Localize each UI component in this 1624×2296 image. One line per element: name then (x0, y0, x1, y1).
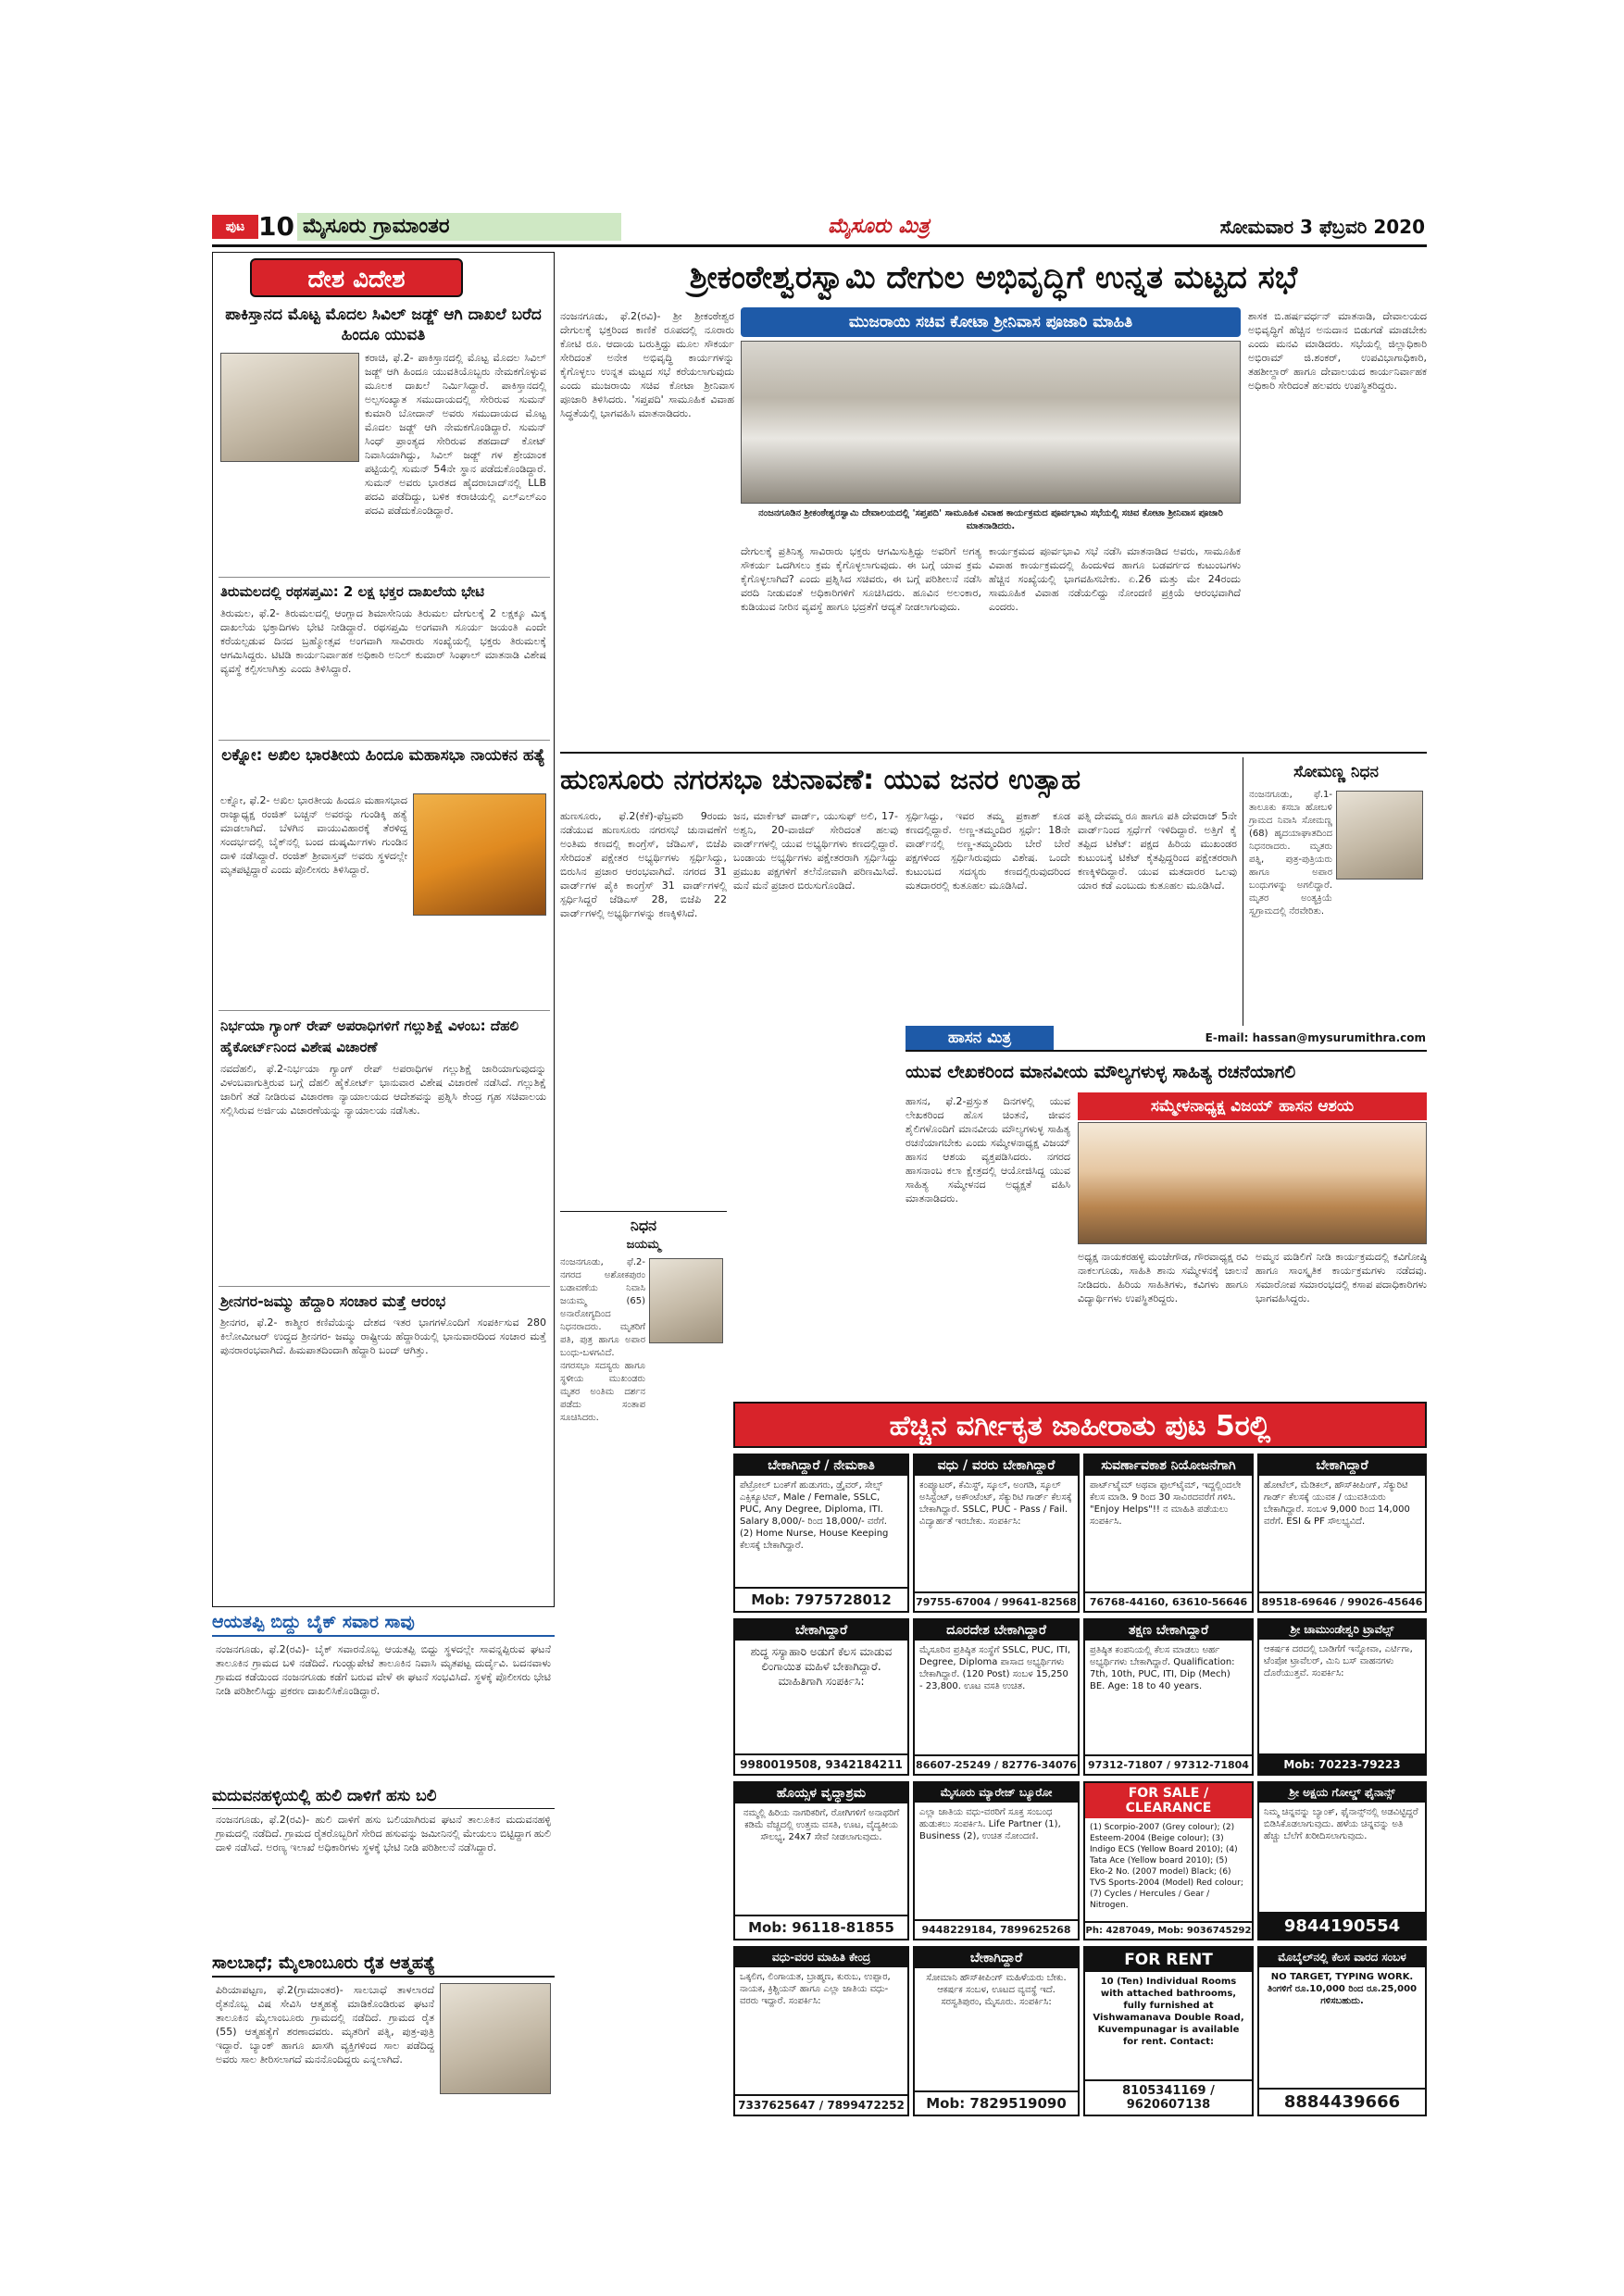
page-number: 10 (258, 211, 294, 242)
obituary-body: ನಂಜನಗೂಡು, ಫೆ.1-ತಾಲೂಕು ಕಸಬಾ ಹೋಬಳಿ ಗ್ರಾಮದ ನಿವಾಸಿ ಸೋಮಣ್ಣ (68) ಹೃದಯಾಘಾತದಿಂದ ನಿಧನರಾದರು. ಮೃತರು ಪತ್ನಿ, ಪುತ್ರ-ಪುತ್ರಿಯರು ಹಾಗೂ ಅಪಾರ ಬಂಧುಗಳನ್ನು ಅಗಲಿದ್ದಾರೆ. ಮೃತರ ಅಂತ್ಯಕ್ರಿಯೆ ಸ್ವಗ್ರಾಮದಲ್ಲಿ ನೆರವೇರಿತು. (1249, 790, 1332, 917)
story-headline: ನಿರ್ಭಯಾ ಗ್ಯಾಂಗ್ ರೇಪ್ ಅಪರಾಧಿಗಳಿಗೆ ಗಲ್ಲುಶಿಕ್ಷೆ ವಿಳಂಬ: ದೆಹಲಿ ಹೈಕೋರ್ಟ್‌ನಿಂದ ವಿಶೇಷ ವಿಚಾರಣೆ (220, 1017, 519, 1055)
classified-mobile: 86607-25249 / 82776-34076 (915, 1754, 1078, 1774)
hassan-banner: ಹಾಸನ ಮಿತ್ರ (906, 1026, 1054, 1050)
classified-mobile: Mob: 70223-79223 (1259, 1753, 1425, 1774)
story-body: ಕರಾಚಿ, ಫೆ.2- ಪಾಕಿಸ್ತಾನದಲ್ಲಿ ಮೊಟ್ಟ ಮೊದಲ ಸಿವಿಲ್ ಜಡ್ಜ್ ಆಗಿ ಹಿಂದೂ ಯುವತಿಯೊಬ್ಬರು ನೇಮಕಗೊಳ್ಳುವ ಮೂಲಕ ದಾಖಲೆ ನಿರ್ಮಿಸಿದ್ದಾರೆ. ಪಾಕಿಸ್ತಾನದಲ್ಲಿ ಅಲ್ಪಸಂಖ್ಯಾತ ಸಮುದಾಯದಲ್ಲಿ ಸೇರಿರುವ ಸುಮನ್ ಕುಮಾರಿ ಬೋದಾನ್ ಅವರು ಸಮುದಾಯದ ಮೊಟ್ಟ ಮೊದಲ ಜಡ್ಜ್ ಆಗಿ ನೇಮಕಗೊಂಡಿದ್ದಾರೆ. ಸುಮನ್ ಸಿಂಧ್ ಪ್ರಾಂತ್ಯದ ಸೇರಿರುವ ಶಹದಾದ್ ಕೋಟ್ ನಿವಾಸಿಯಾಗಿದ್ದು, ಸಿವಿಲ್ ಜಡ್ಜ್ ಗಳ ಶ್ರೇಯಾಂಕ ಪಟ್ಟಿಯಲ್ಲಿ ಸುಮನ್ 54ನೇ ಸ್ಥಾನ ಪಡೆದುಕೊಂಡಿದ್ದಾರೆ. ಸುಮನ್ ಅವರು ಭಾರತದ ಹೈದರಾಬಾದ್‌ನಲ್ಲಿ LLB ಪದವಿ ಪಡೆದಿದ್ದು, ಬಳಿಕ ಕರಾಚಿಯಲ್ಲಿ ಎಲ್ಎಲ್ಎಂ ಪದವಿ ಪಡೆದುಕೊಂಡಿದ್ದಾರೆ. (365, 352, 546, 517)
obituary-box (560, 1211, 727, 1516)
obituary-box (1243, 757, 1427, 1026)
classified-heading: ಬೇಕಾಗಿದ್ದಾರೆ (1259, 1455, 1425, 1476)
lead-photo (741, 341, 1241, 504)
classified-body: NO TARGET, TYPING WORK. ತಿಂಗಳಿಗೆ ರೂ.10,000 ರಿಂದ ರೂ.25,000 ಗಳಿಸಬಹುದು. (1267, 1972, 1418, 2006)
classified-body: ಪೆಟ್ರೋಲ್ ಬಂಕ್‌ಗೆ ಹುಡುಗರು, ಡ್ರೈವರ್, ಸೇಲ್ಸ್ ಎಕ್ಸಿಕ್ಯೂಟಿವ್, Male / Female, SSLC, PUC, Any Degree, Diploma, ITI. Salary 8,000/- ರಿಂದ 18,000/- ವರೆಗೆ. (2) Home Nurse, House Keeping ಕೆಲಸಕ್ಕೆ ಬೇಕಾಗಿದ್ದಾರೆ. (740, 1480, 889, 1551)
classified-body: ಹೋಟೆಲ್, ಮೆಡಿಕಲ್, ಹೌಸ್‌ಕೀಪಿಂಗ್, ಸೆಕ್ಯುರಿಟಿ ಗಾರ್ಡ್ ಕೆಲಸಕ್ಕೆ ಯುವಕ / ಯುವತಿಯರು ಬೇಕಾಗಿದ್ದಾರೆ. ಸಂಬಳ 9,000 ರಿಂದ 14,000 ವರೆಗೆ. ESI & PF ಸೌಲಭ್ಯವಿದೆ. (1264, 1480, 1410, 1527)
farmer-photo (440, 1983, 551, 2094)
obituary-headline: ನಿಧನ (630, 1217, 657, 1234)
classified-heading: FOR RENT (1085, 1948, 1252, 1972)
story-headline: ಶ್ರೀನಗರ-ಜಮ್ಮು ಹೆದ್ದಾರಿ ಸಂಚಾರ ಮತ್ತೆ ಆರಂಭ (220, 1292, 446, 1310)
story-headline: ತಿರುಮಲದಲ್ಲಿ ರಥಸಪ್ತಮಿ: 2 ಲಕ್ಷ ಭಕ್ತರ ದಾಖಲೆಯ ಭೇಟಿ (220, 583, 485, 600)
judge-photo (220, 353, 359, 462)
obituary-photo (649, 1258, 723, 1343)
classified-ad (733, 1618, 909, 1776)
classified-body: 10 (Ten) Individual Rooms with attached bathrooms, fully furnished at Vishwamanava Double Road, Kuvempunagar is available for rent. Contact: (1093, 1977, 1244, 2047)
classified-ad (1083, 1946, 1254, 2116)
story-body: ಪಿರಿಯಾಪಟ್ಟಣ, ಫೆ.2(ಗ್ರಾಮಾಂತರ)- ಸಾಲಬಾಧೆ ತಾಳಲಾರದೆ ರೈತನೊಬ್ಬ ವಿಷ ಸೇವಿಸಿ ಆತ್ಮಹತ್ಯೆ ಮಾಡಿಕೊಂಡಿರುವ ಘಟನೆ ತಾಲೂಕಿನ ಮೈಲಾಂಬೂರು ಗ್ರಾಮದಲ್ಲಿ ನಡೆದಿದೆ. ಗ್ರಾಮದ ರೈತ (55) ಆತ್ಮಹತ್ಯೆಗೆ ಶರಣಾದವರು. ಮೃತರಿಗೆ ಪತ್ನಿ, ಪುತ್ರ-ಪುತ್ರಿ ಇದ್ದಾರೆ. ಬ್ಯಾಂಕ್ ಹಾಗೂ ಖಾಸಗಿ ವ್ಯಕ್ತಿಗಳಿಂದ ಸಾಲ ಪಡೆದಿದ್ದ ಅವರು ಸಾಲ ತೀರಿಸಲಾಗದೆ ಮನನೊಂದಿದ್ದರು ಎನ್ನಲಾಗಿದೆ. (216, 1984, 434, 2065)
classified-heading: ಶ್ರೀ ಅಕ್ಷಯ ಗೋಲ್ಡ್ ಫೈನಾನ್ಸ್ (1259, 1783, 1425, 1803)
classified-body: ಒಕ್ಕಲಿಗ, ಲಿಂಗಾಯತ, ಬ್ರಾಹ್ಮಣ, ಕುರುಬ, ಉಪ್ಪಾರ, ನಾಯಕ, ಕ್ರಿಶ್ಚಿಯನ್ ಹಾಗೂ ಎಲ್ಲಾ ಜಾತಿಯ ವಧು-ವರರು ಇದ್ದಾರೆ. ಸಂಪರ್ಕಿಸಿ: (740, 1972, 891, 2006)
classified-ad (1083, 1454, 1254, 1613)
classified-body: ಎಲ್ಲಾ ಜಾತಿಯ ವಧು-ವರರಿಗೆ ಸೂಕ್ತ ಸಂಬಂಧ ಹುಡುಕಲು ಸಂಪರ್ಕಿಸಿ. Life Partner (1), Business (2), ಉಚಿತ ನೋಂದಣಿ. (919, 1807, 1061, 1841)
classified-heading: ವಧು-ವರರ ಮಾಹಿತಿ ಕೇಂದ್ರ (735, 1948, 907, 1967)
hassan-col-2: ಅಧ್ಯಕ್ಷ ನಾಯಕರಹಳ್ಳಿ ಮಂಜೇಗೌಡ, ಗೌರವಾಧ್ಯಕ್ಷ ರವಿ ನಾಕಲಗೂಡು, ಸಾಹಿತಿ ಶಾನು ಸಮ್ಮೇಳನಕ್ಕೆ ಚಾಲನೆ ನೀಡಿದರು. ಹಿರಿಯ ಸಾಹಿತಿಗಳು, ಕವಿಗಳು ಹಾಗೂ ವಿದ್ಯಾರ್ಥಿಗಳು ಉಪಸ್ಥಿತರಿದ್ದರು. (1078, 1251, 1248, 1304)
second-col-4: ಪತ್ನಿ ದೇವಮ್ಮ ರೂ ಹಾಗೂ ಪತಿ ದೇವರಾಜ್ 5ನೇ ವಾರ್ಡ್‌ನಿಂದ ಸ್ಪರ್ಧೆಗೆ ಇಳಿದಿದ್ದಾರೆ. ಅತ್ತಿಗೆ ಕೈ ತಪ್ಪಿದ ಟಿಕೆಟ್: ಪಕ್ಷದ ಹಿರಿಯ ಮುಖಂಡರ ಕುಟುಂಬಕ್ಕೆ ಟಿಕೆಟ್ ಕೈತಪ್ಪಿದ್ದರಿಂದ ಪಕ್ಷೇತರರಾಗಿ ಕಣಕ್ಕಿಳಿದಿದ್ದಾರೆ. ಯುವ ಮತದಾರರ ಒಲವು ಯಾರ ಕಡೆ ಎಂಬುದು ಕುತೂಹಲ ಮೂಡಿಸಿದೆ. (1078, 810, 1237, 892)
masthead-bar (212, 211, 1427, 243)
classified-heading: ಮೈಸೂರು ಮ್ಯಾರೇಜ್ ಬ್ಯೂರೋ (915, 1783, 1078, 1803)
second-col-1: ಹುಣಸೂರು, ಫೆ.2(ಕೆಕೆ)-ಫೆಬ್ರವರಿ 9ರಂದು ನಡೆಯುವ ಹುಣಸೂರು ನಗರಸಭೆ ಚುನಾವಣೆಗೆ ಅಂತಿಮ ಕಣದಲ್ಲಿ ಕಾಂಗ್ರೆಸ್, ಜೆಡಿಎಸ್, ಬಿಜೆಪಿ ಸೇರಿದಂತೆ ಪಕ್ಷೇತರ ಅಭ್ಯರ್ಥಿಗಳು ಸ್ಪರ್ಧಿಸಿದ್ದು, ಬಿರುಸಿನ ಪ್ರಚಾರ ಆರಂಭವಾಗಿದೆ. ನಗರದ 31 ವಾರ್ಡ್‌ಗಳ ಪೈಕಿ ಕಾಂಗ್ರೆಸ್ 31 ವಾರ್ಡ್‌ಗಳಲ್ಲಿ ಸ್ಪರ್ಧಿಸಿದ್ದರೆ ಜೆಡಿಎಸ್ 28, ಬಿಜೆಪಿ 22 ವಾರ್ಡ್‌ಗಳಲ್ಲಿ ಅಭ್ಯರ್ಥಿಗಳನ್ನು ಕಣಕ್ಕಿಳಿಸಿದೆ. (560, 810, 727, 919)
divider (219, 1286, 550, 1287)
classified-body: ನಮ್ಮಲ್ಲಿ ಹಿರಿಯ ನಾಗರಿಕರಿಗೆ, ರೋಗಿಗಳಿಗೆ ಅನಾಥರಿಗೆ ಕಡಿಮೆ ವೆಚ್ಚದಲ್ಲಿ ಉತ್ತಮ ವಸತಿ, ಊಟ, ವೈದ್ಯಕೀಯ ಸೌಲಭ್ಯ, 24x7 ಸೇವೆ ನೀಡಲಾಗುವುದು. (743, 1808, 900, 1842)
classified-mobile: 76768-44160, 63610-56646 (1085, 1591, 1252, 1611)
classified-mobile: 8105341169 / 9620607138 (1085, 2079, 1252, 2115)
classified-mobile: Mob: 7975728012 (735, 1587, 907, 1611)
story-headline: ಮದುವನಹಳ್ಳಿಯಲ್ಲಿ ಹುಲಿ ದಾಳಿಗೆ ಹಸು ಬಲಿ (212, 1785, 555, 1809)
classified-body: ಮೈಸೂರಿನ ಪ್ರತಿಷ್ಠಿತ ಸಂಸ್ಥೆಗೆ SSLC, PUC, ITI, Degree, Diploma ಪಾಸಾದ ಅಭ್ಯರ್ಥಿಗಳು ಬೇಕಾಗಿದ್ದಾರೆ. (120 Post) ಸಂಬಳ 15,250 - 23,800. ಊಟ ವಸತಿ ಉಚಿತ. (919, 1645, 1071, 1691)
lead-headline: ಶ್ರೀಕಂಠೇಶ್ವರಸ್ವಾಮಿ ದೇಗುಲ ಅಭಿವೃದ್ಧಿಗೆ ಉನ್ನತ ಮಟ್ಟದ ಸಭೆ (689, 259, 1298, 296)
classified-body: (1) Scorpio-2007 (Grey colour); (2) Esteem-2004 (Beige colour); (3) Indigo ECS (Yellow Board 2010); (4) Tata Ace (Yellow board 2010); (5) Eko-2 No. (2007 model) Black; (6) TVS Sports-2004 (Model) Red colour; (7) Cycles / Hercules / Gear / Nitrogen. (1090, 1823, 1243, 1910)
obituary-headline: ಸೋಮಣ್ಣ ನಿಧನ (1293, 763, 1379, 781)
classified-ad (1257, 1618, 1427, 1776)
divider (219, 740, 550, 741)
classified-ad (913, 1781, 1080, 1940)
classified-ad (1083, 1781, 1254, 1940)
classified-body: ಶುದ್ಧ ಸಸ್ಯಾಹಾರಿ ಅಡುಗೆ ಕೆಲಸ ಮಾಡುವ ಲಿಂಗಾಯಿತ ಮಹಿಳೆ ಬೇಕಾಗಿದ್ದಾರೆ. ಮಾಹಿತಿಗಾಗಿ ಸಂಪರ್ಕಿಸಿ: (750, 1645, 893, 1688)
classified-body: ಸೋಮಾನಿ ಹೌಸ್‌ಕೀಪಿಂಗ್ ಮಹಿಳೆಯರು ಬೇಕು. ಆಕರ್ಷಕ ಸಂಬಳ, ಊಟದ ವ್ಯವಸ್ಥೆ ಇದೆ. ಸರಸ್ವತಿಪುರಂ, ಮೈಸೂರು. ಸಂಪರ್ಕಿಸಿ: (926, 1973, 1067, 2007)
classified-body: ನಿಮ್ಮ ಚಿನ್ನವನ್ನು ಬ್ಯಾಂಕ್, ಫೈನಾನ್ಸ್‌ನಲ್ಲಿ ಅಡವಿಟ್ಟಿದ್ದರೆ ಬಿಡಿಸಿಕೊಡಲಾಗುವುದು. ಹಳೆಯ ಚಿನ್ನವನ್ನು ಅತಿ ಹೆಚ್ಚು ಬೆಲೆಗೆ ಖರೀದಿಸಲಾಗುವುದು. (1264, 1807, 1418, 1841)
classified-ad (1257, 1946, 1427, 2116)
classified-ad (913, 1454, 1080, 1613)
masthead-rule (212, 244, 1427, 247)
lead-col-3: ಕಾರ್ಯಕ್ರಮದ ಪೂರ್ವಭಾವಿ ಸಭೆ ನಡೆಸಿ ಮಾತನಾಡಿದ ಅವರು, ಸಾಮೂಹಿಕ ವಿವಾಹ ಕಾರ್ಯಕ್ರಮದಲ್ಲಿ ಹಿಂದುಳಿದ ಹಾಗೂ ಬಡವರ್ಗದ ಕುಟುಂಬಗಳು ಹೆಚ್ಚಿನ ಸಂಖ್ಯೆಯಲ್ಲಿ ಭಾಗವಹಿಸಬೇಕು. ಏ.26 ಮತ್ತು ಮೇ 24ರಂದು ಸಾಮೂಹಿಕ ವಿವಾಹ ನಡೆಯಲಿದ್ದು ನೋಂದಣಿ ಪ್ರಕ್ರಿಯೆ ಆರಂಭವಾಗಿದೆ ಎಂದರು. (989, 545, 1241, 613)
divider (219, 1010, 550, 1011)
hassan-headline: ಯುವ ಲೇಖಕರಿಂದ ಮಾನವೀಯ ಮೌಲ್ಯಗಳುಳ್ಳ ಸಾಹಿತ್ಯ ರಚನೆಯಾಗಲಿ (906, 1062, 1296, 1082)
classified-mobile: Mob: 96118-81855 (735, 1915, 907, 1939)
classified-heading: ಶ್ರೀ ಚಾಮುಂಡೇಶ್ವರಿ ಟ್ರಾವೆಲ್ಸ್ (1259, 1620, 1425, 1640)
story-body: ನಂಜನಗೂಡು, ಫೆ.2(ರವಿ)- ಬೈಕ್ ಸವಾರನೊಬ್ಬ ಆಯತಪ್ಪಿ ಬಿದ್ದು ಸ್ಥಳದಲ್ಲೇ ಸಾವನ್ನಪ್ಪಿರುವ ಘಟನೆ ತಾಲೂಕಿನ ಗ್ರಾಮದ ಬಳಿ ನಡೆದಿದೆ. ಗುಂಡ್ಲುಪೇಟೆ ತಾಲೂಕಿನ ನಿವಾಸಿ ಮೃತಪಟ್ಟ ದುರ್ದೈವಿ. ಬದನವಾಳು ಗ್ರಾಮದ ಕಡೆಯಿಂದ ನಂಜನಗೂಡು ಕಡೆಗೆ ಬರುವ ವೇಳೆ ಈ ಘಟನೆ ಸಂಭವಿಸಿದೆ. ಸ್ಥಳಕ್ಕೆ ಪೊಲೀಸರು ಭೇಟಿ ನೀಡಿ ಪರಿಶೀಲಿಸಿದ್ದು ಪ್ರಕರಣ ದಾಖಲಿಸಿಕೊಂಡಿದ್ದಾರೆ. (216, 1643, 551, 1697)
story-body: ಲಕ್ನೋ, ಫೆ.2- ಅಖಿಲ ಭಾರತೀಯ ಹಿಂದೂ ಮಹಾಸಭಾದ ರಾಜ್ಯಾಧ್ಯಕ್ಷ ರಂಜಿತ್ ಬಚ್ಚನ್ ಅವರನ್ನು ಗುಂಡಿಕ್ಕಿ ಹತ್ಯೆ ಮಾಡಲಾಗಿದೆ. ಬೆಳಗಿನ ವಾಯುವಿಹಾರಕ್ಕೆ ತೆರಳಿದ್ದ ಸಂದರ್ಭದಲ್ಲಿ ಬೈಕ್‌ನಲ್ಲಿ ಬಂದ ದುಷ್ಕರ್ಮಿಗಳು ಗುಂಡಿನ ದಾಳಿ ನಡೆಸಿದ್ದಾರೆ. ರಂಜಿತ್ ಶ್ರೀವಾಸ್ತವ್ ಅವರು ಸ್ಥಳದಲ್ಲೇ ಮೃತಪಟ್ಟಿದ್ದಾರೆ ಎಂದು ಪೊಲೀಸರು ತಿಳಿಸಿದ್ದಾರೆ. (220, 794, 407, 876)
conference-photo (1078, 1122, 1427, 1244)
lead-col-4: ಶಾಸಕ ಬಿ.ಹರ್ಷವರ್ಧನ್ ಮಾತನಾಡಿ, ದೇವಾಲಯದ ಅಭಿವೃದ್ಧಿಗೆ ಹೆಚ್ಚಿನ ಅನುದಾನ ಬಿಡುಗಡೆ ಮಾಡಬೇಕು ಎಂದು ಮನವಿ ಮಾಡಿದರು. ಸಭೆಯಲ್ಲಿ ಜಿಲ್ಲಾಧಿಕಾರಿ ಅಭಿರಾಮ್ ಜಿ.ಶಂಕರ್, ಉಪವಿಭಾಗಾಧಿಕಾರಿ, ತಹಶೀಲ್ದಾರ್ ಹಾಗೂ ದೇವಾಲಯದ ಕಾರ್ಯನಿರ್ವಾಹಕ ಅಧಿಕಾರಿ ಸೇರಿದಂತೆ ಹಲವರು ಉಪಸ್ಥಿತರಿದ್ದರು. (1248, 310, 1427, 392)
lead-col-2: ದೇಗುಲಕ್ಕೆ ಪ್ರತಿನಿತ್ಯ ಸಾವಿರಾರು ಭಕ್ತರು ಆಗಮಿಸುತ್ತಿದ್ದು ಅವರಿಗೆ ಅಗತ್ಯ ಸೌಕರ್ಯ ಒದಗಿಸಲು ಕ್ರಮ ಕೈಗೊಳ್ಳಲಾಗುವುದು. ಈ ಬಗ್ಗೆ ಯಾವ ಕ್ರಮ ಕೈಗೊಳ್ಳಲಾಗಿದೆ? ಎಂದು ಪ್ರಶ್ನಿಸಿದ ಸಚಿವರು, ಈ ಬಗ್ಗೆ ಪರಿಶೀಲನೆ ನಡೆಸಿ ವರದಿ ನೀಡುವಂತೆ ಅಧಿಕಾರಿಗಳಿಗೆ ಸೂಚಿಸಿದರು. ಹೂವಿನ ಅಲಂಕಾರ, ಕುಡಿಯುವ ನೀರಿನ ವ್ಯವಸ್ಥೆ ಹಾಗೂ ಭದ್ರತೆಗೆ ಆದ್ಯತೆ ನೀಡಲಾಗುವುದು. (741, 545, 981, 613)
classified-body: ಕಂಪ್ಯೂಟರ್, ಕೆಮಿಸ್ಟ್, ಸ್ಕೂಲ್, ಅಂಗಡಿ, ಸ್ಕೂಲ್ ಅಸಿಸ್ಟೆಂಟ್, ಅಕೌಂಟೆಂಟ್, ಸೆಕ್ಯುರಿಟಿ ಗಾರ್ಡ್ ಕೆಲಸಕ್ಕೆ ಬೇಕಾಗಿದ್ದಾರೆ. SSLC, PUC - Pass / Fail. ವಿದ್ಯಾರ್ಹತೆ ಇರಬೇಕು. ಸಂಪರ್ಕಿಸಿ: (919, 1480, 1072, 1527)
story-headline: ಲಕ್ನೋ: ಅಖಿಲ ಭಾರತೀಯ ಹಿಂದೂ ಮಹಾಸಭಾ ನಾಯಕನ ಹತ್ಯೆ (221, 746, 545, 765)
classified-mobile: 9844190554 (1259, 1912, 1425, 1939)
classified-ad (733, 1454, 909, 1613)
classified-heading: ಸುವರ್ಣಾವಕಾಶ ನಿಯೋಜನೆಗಾಗಿ (1085, 1455, 1252, 1476)
classified-heading: ಬೇಕಾಗಿದ್ದಾರೆ (915, 1948, 1078, 1968)
section-title: ಮೈಸೂರು ಗ್ರಾಮಾಂತರ (297, 213, 621, 241)
issue-date: ಸೋಮವಾರ 3 ಫೆಬ್ರವರಿ 2020 (1219, 216, 1425, 238)
story-headline: ಸಾಲಬಾಧೆ; ಮೈಲಾಂಬೂರು ರೈತ ಆತ್ಮಹತ್ಯೆ (212, 1952, 555, 1978)
classifieds-banner: ಹೆಚ್ಚಿನ ವರ್ಗೀಕೃತ ಜಾಹೀರಾತು ಪುಟ 5ರಲ್ಲಿ (733, 1402, 1427, 1448)
story-body: ನವದೆಹಲಿ, ಫೆ.2-ನಿರ್ಭಯಾ ಗ್ಯಾಂಗ್ ರೇಪ್ ಅಪರಾಧಿಗಳ ಗಲ್ಲುಶಿಕ್ಷೆ ಜಾರಿಯಾಗುವುದನ್ನು ವಿಳಂಬವಾಗುತ್ತಿರುವ ಬಗ್ಗೆ ದೆಹಲಿ ಹೈಕೋರ್ಟ್ ಭಾನುವಾರ ವಿಶೇಷ ವಿಚಾರಣೆ ನಡೆಸಿದೆ. ಗಲ್ಲುಶಿಕ್ಷೆ ಜಾರಿಗೆ ತಡೆ ನೀಡಿರುವ ವಿಚಾರಣಾ ನ್ಯಾಯಾಲಯದ ಆದೇಶವನ್ನು ಪ್ರಶ್ನಿಸಿ ಕೇಂದ್ರ ಗೃಹ ಸಚಿವಾಲಯ ಸಲ್ಲಿಸಿರುವ ಅರ್ಜಿಯ ವಿಚಾರಣೆಯನ್ನು ನ್ಯಾಯಾಲಯ ನಡೆಸಿತು. (220, 1063, 546, 1117)
classified-mobile: 97312-71807 / 97312-71804 (1085, 1754, 1252, 1774)
hassan-email: E-mail: hassan@mysurumithra.com (1205, 1031, 1426, 1044)
classified-mobile: 9980019508, 9342184211 (735, 1753, 907, 1774)
obituary-body: ನಂಜನಗೂಡು, ಫೆ.2-ನಗರದ ಅಶೋಕಪುರಂ ಬಡಾವಣೆಯ ನಿವಾಸಿ ಜಯಮ್ಮ (65) ಅನಾರೋಗ್ಯದಿಂದ ನಿಧನರಾದರು. ಮೃತರಿಗೆ ಪತಿ, ಪುತ್ರ ಹಾಗೂ ಅಪಾರ ಬಂಧು-ಬಳಗವಿದೆ. ನಗರಸಭಾ ಸದಸ್ಯರು ಹಾಗೂ ಸ್ಥಳೀಯ ಮುಖಂಡರು ಮೃತರ ಅಂತಿಮ ದರ್ಶನ ಪಡೆದು ಸಂತಾಪ ಸೂಚಿಸಿದರು. (560, 1257, 645, 1423)
lead-col-1: ನಂಜನಗೂಡು, ಫೆ.2(ರವಿ)- ಶ್ರೀ ಶ್ರೀಕಂಠೇಶ್ವರ ದೇಗುಲಕ್ಕೆ ಭಕ್ತರಿಂದ ಕಾಣಿಕೆ ರೂಪದಲ್ಲಿ ನೂರಾರು ಕೋಟಿ ರೂ. ಆದಾಯ ಬರುತ್ತಿದ್ದು ಮೂಲ ಸೌಕರ್ಯ ಸೇರಿದಂತೆ ಅನೇಕ ಅಭಿವೃದ್ಧಿ ಕಾರ್ಯಗಳನ್ನು ಕೈಗೊಳ್ಳಲು ಉನ್ನತ ಮಟ್ಟದ ಸಭೆ ಕರೆಯಲಾಗುವುದು ಎಂದು ಮುಜರಾಯಿ ಸಚಿವ ಕೋಟಾ ಶ್ರೀನಿವಾಸ ಪೂಜಾರಿ ತಿಳಿಸಿದರು. 'ಸಪ್ತಪದಿ' ಸಾಮೂಹಿಕ ವಿವಾಹ ಸಿದ್ಧತೆಯಲ್ಲಿ ಭಾಗವಹಿಸಿ ಮಾತನಾಡಿದರು. (560, 310, 734, 419)
local-news-column (212, 1609, 555, 2120)
obituary-name: ಜಯಮ್ಮ (626, 1238, 661, 1252)
classified-heading: ವಧು / ವರರು ಬೇಕಾಗಿದ್ದಾರೆ (915, 1455, 1078, 1476)
story-headline: ಆಯತಪ್ಪಿ ಬಿದ್ದು ಬೈಕ್ ಸವಾರ ಸಾವು (212, 1609, 555, 1637)
classified-mobile: Mob: 7829519090 (915, 2090, 1078, 2115)
classified-mobile: Ph: 4287049, Mob: 9036745292 (1085, 1921, 1252, 1939)
section-banner: ದೇಶ ವಿದೇಶ (250, 258, 463, 297)
classified-ad (733, 1946, 909, 2116)
classified-heading: ಬೇಕಾಗಿದ್ದಾರೆ / ನೇಮಕಾತಿ (735, 1455, 907, 1476)
second-col-3: ಸ್ಪರ್ಧಿಸಿದ್ದು, ಇವರ ತಮ್ಮ ಪ್ರಕಾಶ್ ಕೂಡ ಕಣದಲ್ಲಿದ್ದಾರೆ. ಅಣ್ಣ-ತಮ್ಮಂದಿರ ಸ್ಪರ್ಧೆ: 18ನೇ ವಾರ್ಡ್‌ನಲ್ಲಿ ಅಣ್ಣ-ತಮ್ಮಂದಿರು ಬೇರೆ ಬೇರೆ ಪಕ್ಷಗಳಿಂದ ಸ್ಪರ್ಧಿಸಿರುವುದು ವಿಶೇಷ. ಒಂದೇ ಕುಟುಂಬದ ಸದಸ್ಯರು ಕಣದಲ್ಲಿರುವುದರಿಂದ ಮತದಾರರಲ್ಲಿ ಕುತೂಹಲ ಮೂಡಿಸಿದೆ. (906, 810, 1070, 892)
classified-body: ಪ್ರತಿಷ್ಠಿತ ಕಂಪನಿಯಲ್ಲಿ ಕೆಲಸ ಮಾಡಲು ಅರ್ಹ ಅಭ್ಯರ್ಥಿಗಳು ಬೇಕಾಗಿದ್ದಾರೆ. Qualification: 7th, 10th, PUC, ITI, Dip (Mech) BE. Age: 18 to 40 years. (1090, 1645, 1235, 1691)
desha-videsha-column (212, 252, 555, 1607)
lead-bottom-rule (560, 752, 1427, 754)
classified-heading: ಹೊಯ್ಸಳ ವೃದ್ಧಾಶ್ರಮ (735, 1783, 907, 1803)
story-body: ನಂಜನಗೂಡು, ಫೆ.2(ರವಿ)- ಹುಲಿ ದಾಳಿಗೆ ಹಸು ಬಲಿಯಾಗಿರುವ ಘಟನೆ ತಾಲೂಕಿನ ಮದುವನಹಳ್ಳಿ ಗ್ರಾಮದಲ್ಲಿ ನಡೆದಿದೆ. ಗ್ರಾಮದ ರೈತರೊಬ್ಬರಿಗೆ ಸೇರಿದ ಹಸುವನ್ನು ಜಮೀನಿನಲ್ಲಿ ಮೇಯಲು ಬಿಟ್ಟಿದ್ದಾಗ ಹುಲಿ ದಾಳಿ ನಡೆಸಿದೆ. ಅರಣ್ಯ ಇಲಾಖೆ ಅಧಿಕಾರಿಗಳು ಸ್ಥಳಕ್ಕೆ ಭೇಟಿ ನೀಡಿ ಪರಿಶೀಲನೆ ನಡೆಸಿದ್ದಾರೆ. (216, 1814, 551, 1853)
classified-heading: ಬೇಕಾಗಿದ್ದಾರೆ (735, 1620, 907, 1641)
classified-heading: ಮೊಬೈಲ್‌ನಲ್ಲಿ ಕೆಲಸ ವಾರದ ಸಂಬಳ (1259, 1948, 1425, 1967)
obituary-photo (1336, 791, 1423, 880)
divider (219, 577, 550, 578)
classified-mobile: 9448229184, 7899625268 (915, 1919, 1078, 1939)
classified-heading: ತಕ್ಷಣ ಬೇಕಾಗಿದ್ದಾರೆ (1085, 1620, 1252, 1641)
classified-mobile: 89518-69646 / 99026-45646 (1259, 1591, 1425, 1611)
page-label: ಪುಟ (212, 215, 258, 239)
classified-mobile: 79755-67004 / 99641-82568 (915, 1591, 1078, 1611)
classified-ad (913, 1618, 1080, 1776)
hassan-rule (906, 1050, 1427, 1052)
classified-ad (1083, 1618, 1254, 1776)
hassan-col-1: ಹಾಸನ, ಫೆ.2-ಪ್ರಸ್ತುತ ದಿನಗಳಲ್ಲಿ ಯುವ ಲೇಖಕರಿಂದ ಹೊಸ ಚಿಂತನೆ, ಜೀವನ ಶೈಲಿಗಳೊಂದಿಗೆ ಮಾನವೀಯ ಮೌಲ್ಯಗಳುಳ್ಳ ಸಾಹಿತ್ಯ ರಚನೆಯಾಗಬೇಕು ಎಂದು ಸಮ್ಮೇಳನಾಧ್ಯಕ್ಷ ವಿಜಯ್ ಹಾಸನ ಆಶಯ ವ್ಯಕ್ತಪಡಿಸಿದರು. ನಗರದ ಹಾಸನಾಂಬ ಕಲಾ ಕ್ಷೇತ್ರದಲ್ಲಿ ಆಯೋಜಿಸಿದ್ದ ಯುವ ಸಾಹಿತ್ಯ ಸಮ್ಮೇಳನದ ಅಧ್ಯಕ್ಷತೆ ವಹಿಸಿ ಮಾತನಾಡಿದರು. (906, 1095, 1070, 1204)
lead-photo-caption: ನಂಜನಗೂಡಿನ ಶ್ರೀಕಂಠೇಶ್ವರಸ್ವಾಮಿ ದೇವಾಲಯದಲ್ಲಿ 'ಸಪ್ತಪದಿ' ಸಾಮೂಹಿಕ ವಿವಾಹ ಕಾರ್ಯಕ್ರಮದ ಪೂರ್ವಭಾವಿ ಸಭೆಯಲ್ಲಿ ಸಚಿವ ಕೋಟಾ ಶ್ರೀನಿವಾಸ ಪೂಜಾರಿ ಮಾತನಾಡಿದರು. (758, 508, 1223, 531)
classified-ad (733, 1781, 909, 1940)
story-body: ಶ್ರೀನಗರ, ಫೆ.2- ಕಾಶ್ಮೀರ ಕಣಿವೆಯನ್ನು ದೇಶದ ಇತರ ಭಾಗಗಳೊಂದಿಗೆ ಸಂಪರ್ಕಿಸುವ 280 ಕಿಲೋಮೀಟರ್ ಉದ್ದದ ಶ್ರೀನಗರ- ಜಮ್ಮು ರಾಷ್ಟ್ರೀಯ ಹೆದ್ದಾರಿಯಲ್ಲಿ ಭಾನುವಾರದಿಂದ ಸಂಚಾರ ಮತ್ತೆ ಪುನರಾರಂಭವಾಗಿದೆ. ಹಿಮಪಾತದಿಂದಾಗಿ ಹೆದ್ದಾರಿ ಬಂದ್ ಆಗಿತ್ತು. (220, 1316, 546, 1356)
leader-photo (413, 793, 546, 916)
paper-logo: ಮೈಸೂರು ಮಿತ್ರ (828, 215, 930, 238)
story-body: ತಿರುಮಲ, ಫೆ.2- ತಿರುಮಲದಲ್ಲಿ ಆಂಗ್ಲಾದ ಶಿಮಾಸೇನಿಯ ತಿರುಮಲ ದೇಗುಲಕ್ಕೆ 2 ಲಕ್ಷಕ್ಕೂ ಮಿಕ್ಕ ದಾಖಲೆಯ ಭಕ್ತಾದಿಗಳು ಭೇಟಿ ನೀಡಿದ್ದಾರೆ. ರಥಸಪ್ತಮಿ ಅಂಗವಾಗಿ ಸೂರ್ಯ ಜಯಂತಿ ಎಂದೇ ಕರೆಯಲ್ಪಡುವ ದಿನದ ಬ್ರಹ್ಮೋತ್ಸವ ಅಂಗವಾಗಿ ಸಾವಿರಾರು ಸಂಖ್ಯೆಯಲ್ಲಿ ಭಕ್ತರು ತಿರುಮಲಕ್ಕೆ ಆಗಮಿಸಿದ್ದರು. ಟಿಟಿಡಿ ಕಾರ್ಯನಿರ್ವಾಹಕ ಅಧಿಕಾರಿ ಅನಿಲ್ ಕುಮಾರ್ ಸಿಂಘಾಲ್ ಮಾತನಾಡಿ ವಿಶೇಷ ವ್ಯವಸ್ಥೆ ಕಲ್ಪಿಸಲಾಗಿತ್ತು ಎಂದು ತಿಳಿಸಿದ್ದಾರೆ. (220, 607, 546, 675)
second-headline: ಹುಣಸೂರು ನಗರಸಭಾ ಚುನಾವಣೆ: ಯುವ ಜನರ ಉತ್ಸಾಹ (560, 764, 1081, 796)
second-col-2: ಜನ, ಮಾರ್ಕೆಟ್ ವಾರ್ಡ್, ಯುಸುಫ್ ಅಲಿ, 17-ಅಶ್ವನಿ, 20-ವಾಜಿದ್ ಸೇರಿದಂತೆ ಹಲವು ವಾರ್ಡ್‌ಗಳಲ್ಲಿ ಯುವ ಅಭ್ಯರ್ಥಿಗಳು ಕಣದಲ್ಲಿದ್ದಾರೆ. ಬಂಡಾಯ ಅಭ್ಯರ್ಥಿಗಳು ಪಕ್ಷೇತರರಾಗಿ ಸ್ಪರ್ಧಿಸಿದ್ದು ಪ್ರಮುಖ ಪಕ್ಷಗಳಿಗೆ ತಲೆನೋವಾಗಿ ಪರಿಣಮಿಸಿದೆ. ಮನೆ ಮನೆ ಪ್ರಚಾರ ಬಿರುಸುಗೊಂಡಿದೆ. (733, 810, 898, 892)
lead-subhead: ಮುಜರಾಯಿ ಸಚಿವ ಕೋಟಾ ಶ್ರೀನಿವಾಸ ಪೂಜಾರಿ ಮಾಹಿತಿ (741, 307, 1241, 337)
classified-ad (913, 1946, 1080, 2116)
hassan-subhead: ಸಮ್ಮೇಳನಾಧ್ಯಕ್ಷ ವಿಜಯ್ ಹಾಸನ ಆಶಯ (1078, 1092, 1427, 1120)
classified-ad (1257, 1454, 1427, 1613)
classified-mobile: 7337625647 / 7899472252 (735, 2094, 907, 2115)
classified-mobile: 8884439666 (1259, 2088, 1425, 2115)
classified-body: ಪಾರ್ಟ್‌ಟೈಮ್ ಅಥವಾ ಫುಲ್‌ಟೈಮ್, ಇದ್ದಲ್ಲಿಂದಲೇ ಕೆಲಸ ಮಾಡಿ. 9 ರಿಂದ 30 ಸಾವಿರದವರೆಗೆ ಗಳಿಸಿ. "Enjoy Helps"!! ನ ಮಾಹಿತಿ ಪಡೆಯಲು ಸಂಪರ್ಕಿಸಿ. (1090, 1480, 1242, 1527)
classified-heading: FOR SALE / CLEARANCE (1085, 1783, 1252, 1818)
classified-heading: ದೂರದೇಶ ಬೇಕಾಗಿದ್ದಾರೆ (915, 1620, 1078, 1641)
classified-body: ಆಕರ್ಷಕ ದರದಲ್ಲಿ ಬಾಡಿಗೆಗೆ ಇನ್ನೋವಾ, ಎರ್ಟಿಗಾ, ಟೆಂಪೋ ಟ್ರಾವೆಲರ್, ಮಿನಿ ಬಸ್ ವಾಹನಗಳು ದೊರೆಯುತ್ತವೆ. ಸಂಪರ್ಕಿಸಿ: (1264, 1644, 1413, 1678)
hassan-col-3: ಅಮ್ಮನ ಮಡಿಲಿಗೆ ನೀಡಿ ಕಾರ್ಯಕ್ರಮದಲ್ಲಿ ಕವಿಗೋಷ್ಠಿ ಹಾಗೂ ಸಾಂಸ್ಕೃತಿಕ ಕಾರ್ಯಕ್ರಮಗಳು ನಡೆದವು. ಸಮಾರೋಪ ಸಮಾರಂಭದಲ್ಲಿ ಕಸಾಪ ಪದಾಧಿಕಾರಿಗಳು ಭಾಗವಹಿಸಿದ್ದರು. (1255, 1251, 1427, 1304)
classified-ad (1257, 1781, 1427, 1940)
story-headline: ಪಾಕಿಸ್ತಾನದ ಮೊಟ್ಟ ಮೊದಲ ಸಿವಿಲ್ ಜಡ್ಜ್ ಆಗಿ ದಾಖಲೆ ಬರೆದ ಹಿಂದೂ ಯುವತಿ (225, 306, 542, 344)
